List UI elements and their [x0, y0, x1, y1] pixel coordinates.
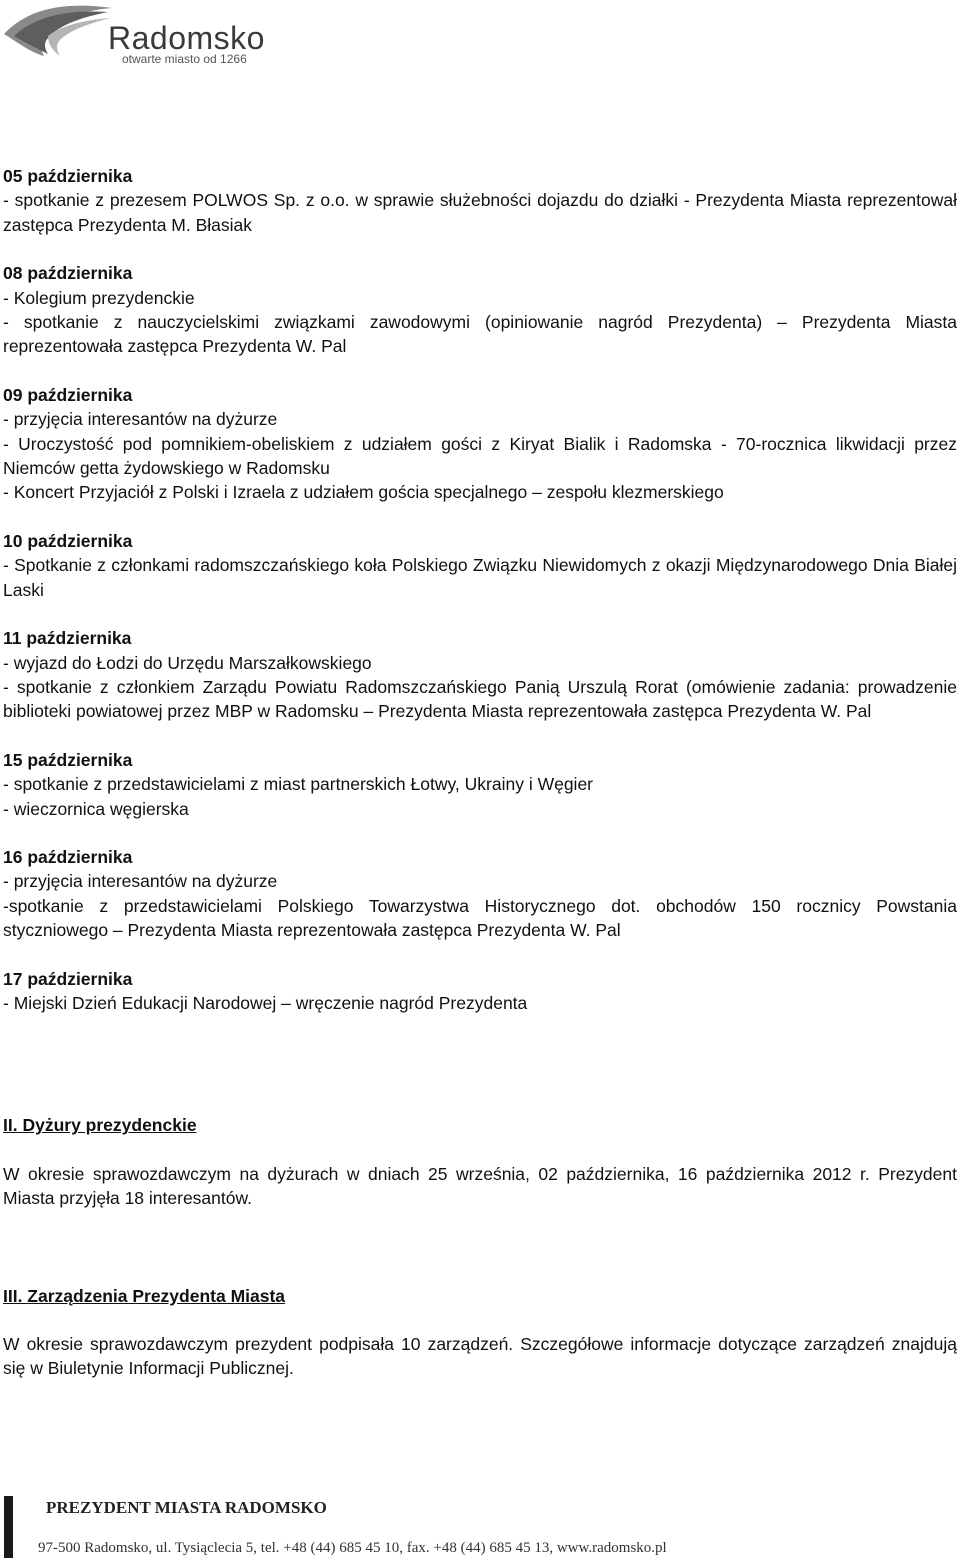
entry-line: - przyjęcia interesantów na dyżurze [3, 871, 278, 892]
entry-line: - Uroczystość pod pomnikiem-obeliskiem z udziałem gości z Kiryat Bialik i Radomska - 70-rocznica likwidacji przez Niemców getta żydowskiego w Radomsku [3, 433, 957, 479]
section-dyzury [3, 1113, 957, 1210]
entry-line: - Kolegium prezydenckie [3, 287, 195, 308]
report-content [3, 164, 957, 1381]
logo-tagline: otwarte miasto od 1266 [122, 52, 247, 66]
entry-line: - wieczornica węgierska [3, 798, 189, 819]
logo-name: Radomsko [108, 20, 265, 56]
entry-date: 15 października [3, 749, 133, 770]
entry-line: -spotkanie z przedstawicielami Polskiego Towarzystwa Historycznego dot. obchodów 150 rocznicy Powstania styczniowego – Prezydenta Miasta reprezentowała zastępca Prezydenta W. Pal [3, 895, 957, 941]
entry-line: - Koncert Przyjaciół z Polski i Izraela z udziałem gościa specjalnego – zespołu klezmerskiego [3, 482, 724, 503]
entry-date: 10 października [3, 530, 133, 551]
entry-date: 05 października [3, 166, 133, 186]
entry-date: 16 października [3, 846, 133, 867]
entry-line: - wyjazd do Łodzi do Urzędu Marszałkowskiego [3, 652, 372, 673]
section-text: W okresie sprawozdawczym prezydent podpisała 10 zarządzeń. Szczegółowe informacje dotyczące zarządzeń znajdują się w Biuletynie Informacji Publicznej. [3, 1334, 957, 1379]
section-title: III. Zarządzenia Prezydenta Miasta [3, 1285, 286, 1306]
entry-line: - przyjęcia interesantów na dyżurze [3, 409, 278, 430]
entry-date: 08 października [3, 263, 133, 284]
radomsko-logo [0, 0, 300, 72]
entry-10 [3, 529, 957, 602]
entry-line: - Miejski Dzień Edukacji Narodowej – wręczenie nagród Prezydenta [3, 992, 528, 1013]
entry-08 [3, 261, 957, 359]
footer-bar [4, 1496, 13, 1558]
entry-line: - spotkanie z prezesem POLWOS Sp. z o.o. w sprawie służebności dojazdu do działki - Prezydenta Miasta reprezentował zastępca Prezydenta M. Błasiak [3, 190, 957, 235]
entry-11 [3, 626, 957, 724]
logo-swoosh-icon [0, 0, 120, 72]
entry-line: - spotkanie z przedstawicielami z miast partnerskich Łotwy, Ukrainy i Węgier [3, 774, 594, 795]
entry-16 [3, 845, 957, 943]
entry-date: 09 października [3, 384, 133, 405]
entry-line: - spotkanie z nauczycielskimi związkami zawodowymi (opiniowanie nagród Prezydenta) – Prezydenta Miasta reprezentowała zastępca Prezydenta W. Pal [3, 312, 957, 357]
entry-line: - Spotkanie z członkami radomszczańskiego koła Polskiego Związku Niewidomych z okazji Międzynarodowego Dnia Białej Laski [3, 555, 957, 600]
entry-15 [3, 748, 957, 821]
entry-date: 17 października [3, 968, 133, 989]
footer-title: PREZYDENT MIASTA RADOMSKO [46, 1498, 327, 1517]
entry-09 [3, 383, 957, 505]
entry-05 [3, 164, 957, 237]
footer-address: 97-500 Radomsko, ul. Tysiąclecia 5, tel. +48 (44) 685 45 10, fax. +48 (44) 685 45 13, www.radomsko.pl [38, 1540, 667, 1556]
section-zarzadzenia [3, 1284, 957, 1381]
entry-line: - spotkanie z członkiem Zarządu Powiatu Radomszczańskiego Panią Urszulą Rorat (omówienie zadania: prowadzenie biblioteki powiatowej przez MBP w Radomsku – Prezydenta Miasta reprezentowała zastępca Prezydenta W. Pal [3, 676, 957, 722]
section-text: W okresie sprawozdawczym na dyżurach w dniach 25 września, 02 października, 16 października 2012 r. Prezydent Miasta przyjęła 18 interesantów. [3, 1163, 957, 1209]
entry-date: 11 października [3, 628, 132, 649]
entry-17 [3, 967, 957, 1016]
section-title: II. Dyżury prezydenckie [3, 1115, 197, 1136]
